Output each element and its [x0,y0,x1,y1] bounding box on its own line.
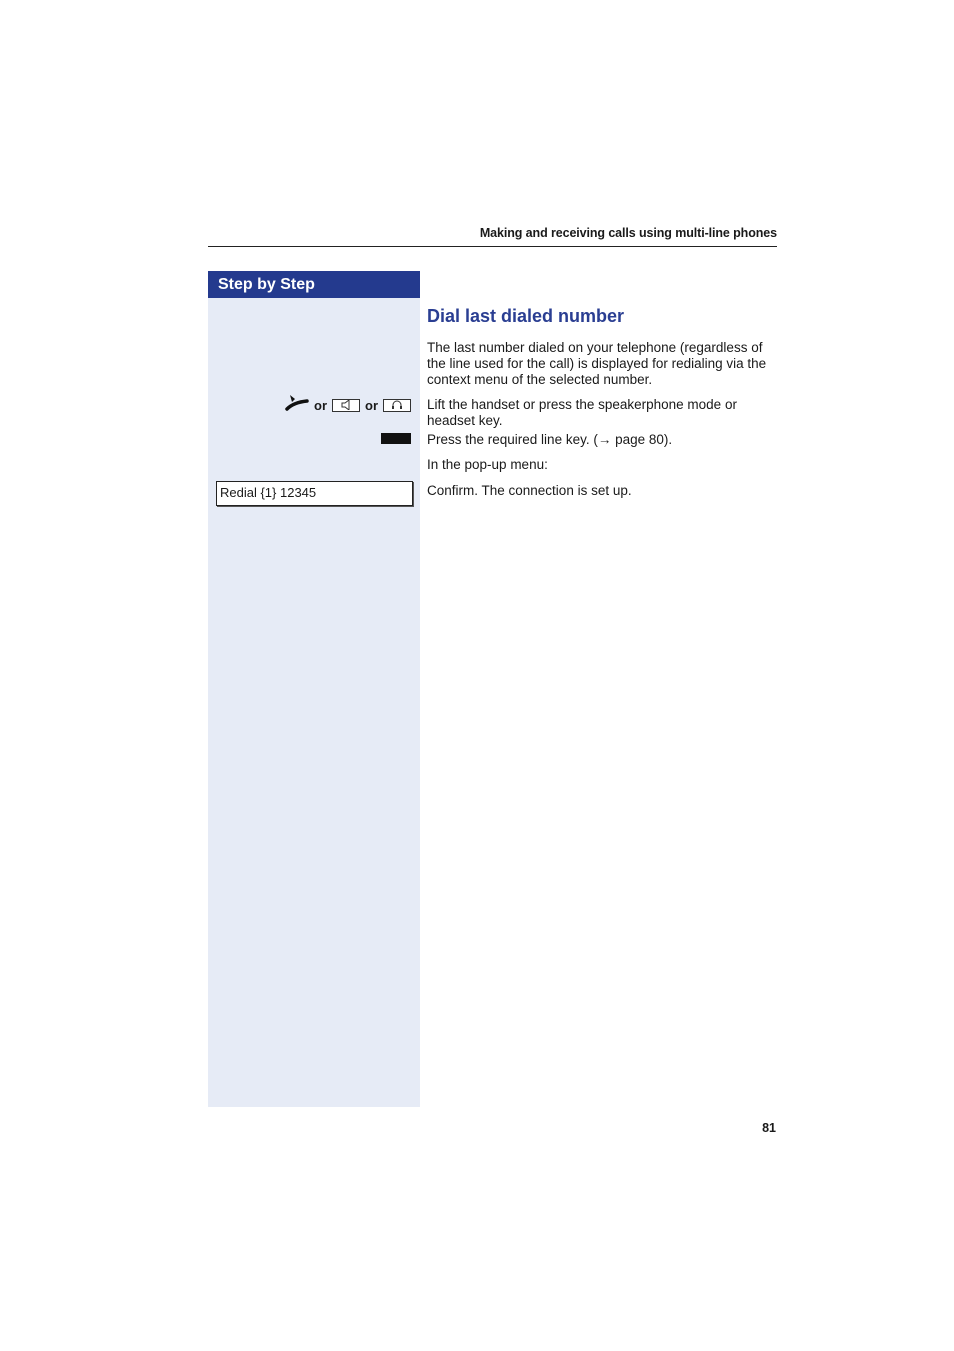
header-divider [208,246,777,247]
step2-text-end: page 80). [611,432,673,447]
step2-text [427,432,782,448]
speaker-key-icon[interactable] [332,399,360,412]
step3-text: In the pop-up menu: [427,457,548,472]
headset-key-icon[interactable] [383,399,411,412]
step4-text: Confirm. The connection is set up. [427,483,632,498]
section-title: Dial last dialed number [427,306,625,326]
running-header: Making and receiving calls using multi-line phones [479,226,777,240]
redial-menu-entry[interactable]: Redial {1} 12345 [216,481,413,506]
handset-icon [285,393,309,418]
step1-keys [285,395,411,415]
step-by-step-heading: Step by Step [208,271,420,298]
or-label: or [314,397,327,413]
or-label: or [365,397,378,413]
line-key-icon[interactable] [381,433,411,444]
cross-reference-arrow-icon: → [597,432,612,447]
page-number: 81 [762,1121,776,1135]
intro-text: The last number dialed on your telephone (regardless of the line used for the call) is displayed for redialing via the context menu of the selected number. [427,340,767,387]
step2-text-start: Press the required line key. ( [427,432,598,447]
step1-text: Lift the handset or press the speakerphone mode or headset key. [427,397,737,428]
